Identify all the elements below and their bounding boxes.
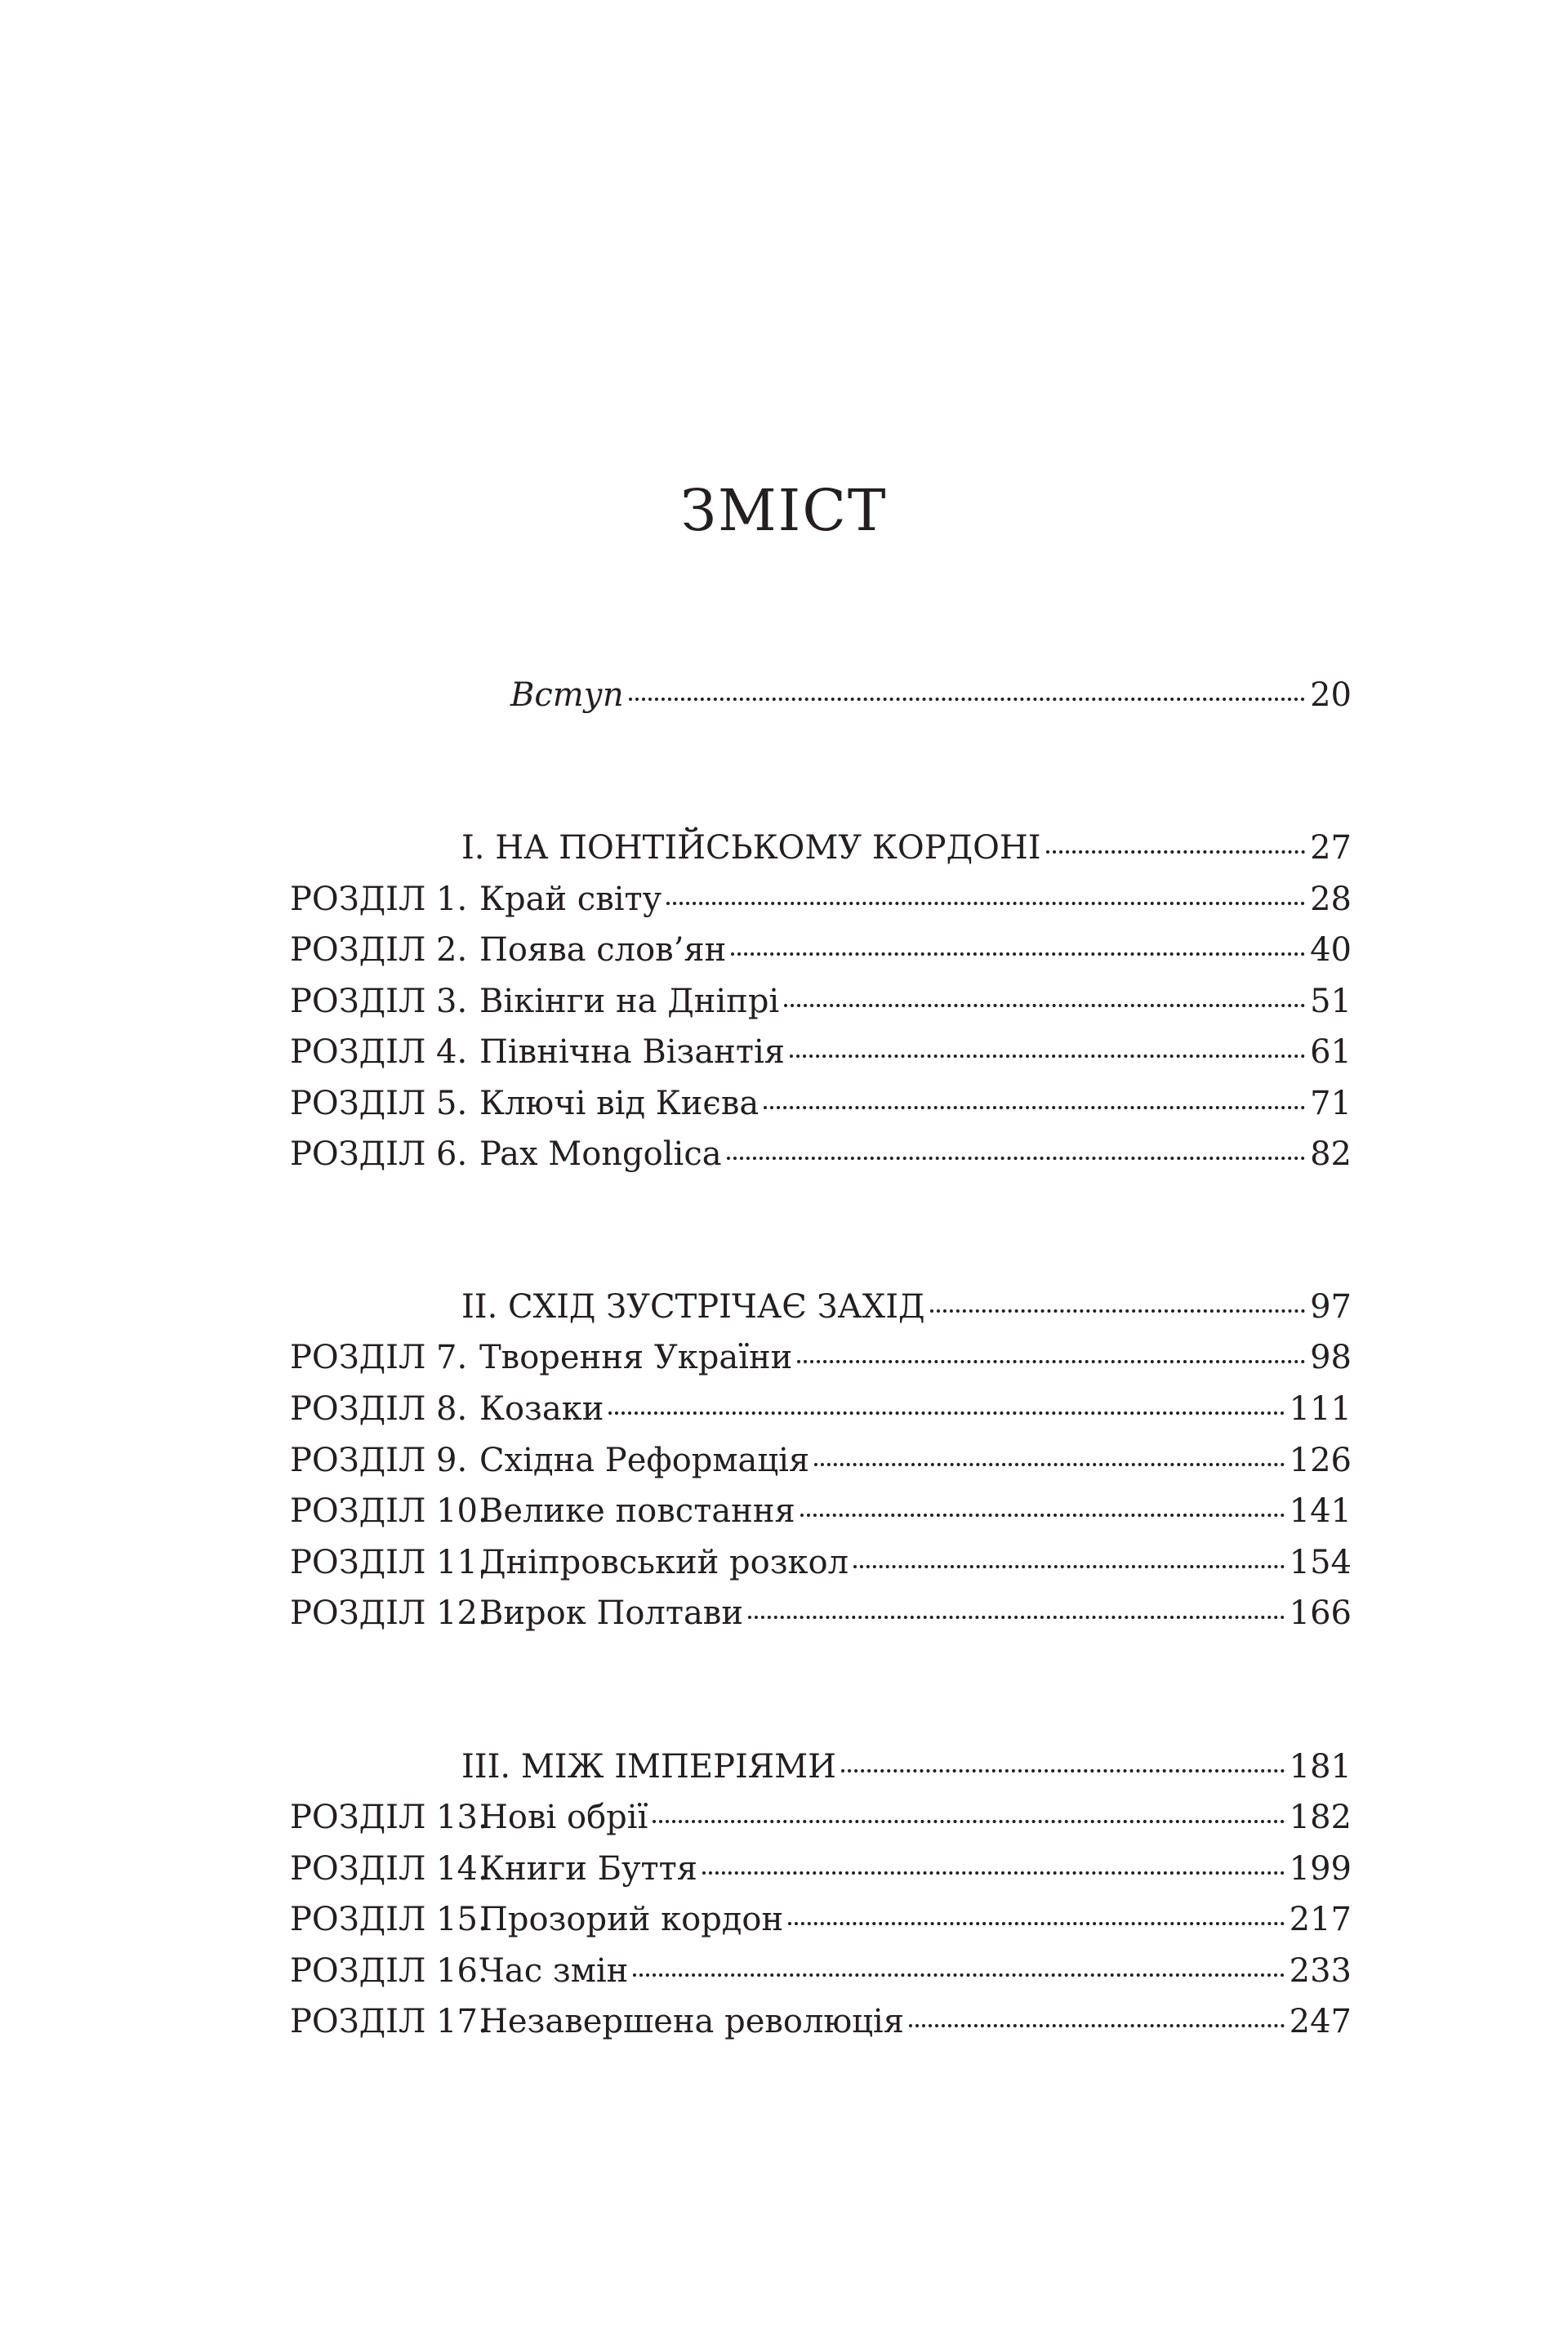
- dot-leader: [629, 698, 1305, 701]
- dot-leader: [800, 1514, 1285, 1517]
- dot-leader: [797, 1360, 1305, 1363]
- chapter-number: РОЗДІЛ 9.: [290, 1442, 468, 1479]
- toc-chapter[interactable]: [290, 1436, 1352, 1485]
- chapter-number: РОЗДІЛ 11.: [290, 1544, 488, 1581]
- dot-leader: [909, 2024, 1285, 2027]
- toc-chapter[interactable]: [290, 1538, 1352, 1587]
- chapter-title: Східна Реформація: [479, 1442, 810, 1479]
- page-number: 154: [1289, 1544, 1352, 1581]
- page-number: 61: [1310, 1033, 1352, 1071]
- toc-chapter[interactable]: [290, 1333, 1352, 1382]
- dot-leader: [731, 952, 1305, 956]
- toc-chapter[interactable]: [290, 1895, 1352, 1944]
- chapter-title: Край світу: [479, 881, 662, 918]
- dot-leader: [653, 1820, 1284, 1823]
- page-number: 233: [1289, 1952, 1352, 1990]
- dot-leader: [788, 1922, 1284, 1925]
- dot-leader: [814, 1463, 1285, 1466]
- page-number: 28: [1310, 881, 1352, 918]
- chapter-number: РОЗДІЛ 14.: [290, 1850, 488, 1888]
- chapter-title: Велике повстання: [479, 1492, 795, 1530]
- toc-chapter[interactable]: [290, 1946, 1352, 1995]
- chapter-title: Дніпровський розкол: [479, 1544, 849, 1581]
- dot-leader: [784, 1004, 1305, 1007]
- chapter-number: РОЗДІЛ 2.: [290, 931, 468, 969]
- page-number: 71: [1310, 1085, 1352, 1122]
- dot-leader: [1046, 850, 1306, 854]
- chapter-number: РОЗДІЛ 16.: [290, 1952, 488, 1990]
- dot-leader: [841, 1769, 1285, 1773]
- dot-leader: [633, 1973, 1284, 1977]
- toc-chapter[interactable]: [290, 1079, 1352, 1128]
- chapter-number: РОЗДІЛ 12.: [290, 1594, 488, 1632]
- chapter-number: РОЗДІЛ 3.: [290, 983, 468, 1020]
- page-number: 141: [1289, 1492, 1352, 1530]
- chapter-number: РОЗДІЛ 8.: [290, 1390, 468, 1428]
- toc-chapter[interactable]: [290, 1385, 1352, 1434]
- chapter-title: Прозорий кордон: [479, 1901, 784, 1938]
- toc-chapter[interactable]: [290, 1793, 1352, 1842]
- part-title: III. МІЖ ІМПЕРІЯМИ: [461, 1748, 836, 1786]
- page-number: 126: [1289, 1442, 1352, 1479]
- chapter-number: РОЗДІЛ 4.: [290, 1033, 468, 1071]
- toc-entry-intro[interactable]: [510, 671, 1352, 720]
- toc-chapter[interactable]: [290, 925, 1352, 974]
- chapter-title: Вікінги на Дніпрі: [479, 983, 780, 1020]
- page-title: ЗМІСТ: [680, 477, 888, 544]
- toc-part-3[interactable]: [461, 1742, 1352, 1791]
- chapter-title: Pax Mongolica: [479, 1135, 722, 1173]
- page-number: 181: [1289, 1748, 1352, 1786]
- toc-chapter[interactable]: [290, 1589, 1352, 1638]
- toc-chapter[interactable]: [290, 1130, 1352, 1179]
- page-number: 247: [1289, 2003, 1352, 2040]
- page-number: 199: [1289, 1850, 1352, 1888]
- toc-part-1[interactable]: [461, 823, 1352, 872]
- dot-leader: [930, 1309, 1306, 1313]
- toc-chapter[interactable]: [290, 1997, 1352, 2046]
- dot-leader: [727, 1157, 1306, 1160]
- page-number: 20: [1310, 676, 1352, 714]
- dot-leader: [748, 1616, 1285, 1619]
- page-number: 166: [1289, 1594, 1352, 1632]
- page-number: 40: [1310, 931, 1352, 969]
- dot-leader: [764, 1106, 1305, 1109]
- chapter-title: Нові обрії: [479, 1799, 648, 1836]
- dot-leader: [666, 902, 1305, 905]
- toc-part-2[interactable]: [461, 1282, 1352, 1331]
- chapter-number: РОЗДІЛ 13.: [290, 1799, 488, 1836]
- part-title: II. СХІД ЗУСТРІЧАЄ ЗАХІД: [461, 1288, 925, 1326]
- chapter-title: Незавершена революція: [479, 2003, 904, 2040]
- chapter-title: Час змін: [479, 1952, 629, 1990]
- toc-chapter[interactable]: [290, 977, 1352, 1026]
- toc-chapter[interactable]: [290, 1028, 1352, 1077]
- chapter-number: РОЗДІЛ 6.: [290, 1135, 468, 1173]
- chapter-title: Поява слов’ян: [479, 931, 727, 969]
- chapter-title: Вирок Полтави: [479, 1594, 743, 1632]
- page-number: 51: [1310, 983, 1352, 1020]
- chapter-title: Північна Візантія: [479, 1033, 785, 1071]
- page-number: 27: [1310, 829, 1352, 867]
- toc-chapter[interactable]: [290, 1487, 1352, 1536]
- dot-leader: [790, 1055, 1305, 1058]
- chapter-title: Ключі від Києва: [479, 1085, 760, 1122]
- dot-leader: [702, 1871, 1285, 1875]
- page-number: 97: [1310, 1288, 1352, 1326]
- chapter-title: Козаки: [479, 1390, 604, 1428]
- chapter-number: РОЗДІЛ 7.: [290, 1339, 468, 1376]
- toc-chapter[interactable]: [290, 875, 1352, 924]
- chapter-number: РОЗДІЛ 1.: [290, 881, 468, 918]
- page-number: 217: [1289, 1901, 1352, 1938]
- part-title: I. НА ПОНТІЙСЬКОМУ КОРДОНІ: [461, 829, 1041, 867]
- chapter-title: Творення України: [479, 1339, 793, 1376]
- page-number: 182: [1289, 1799, 1352, 1836]
- page-number: 82: [1310, 1135, 1352, 1173]
- chapter-number: РОЗДІЛ 10.: [290, 1492, 488, 1530]
- chapter-title: Книги Буття: [479, 1850, 698, 1888]
- page-number: 98: [1310, 1339, 1352, 1376]
- chapter-number: РОЗДІЛ 17.: [290, 2003, 488, 2040]
- chapter-number: РОЗДІЛ 5.: [290, 1085, 468, 1122]
- toc-chapter[interactable]: [290, 1844, 1352, 1893]
- intro-title: Вступ: [510, 676, 624, 714]
- chapter-number: РОЗДІЛ 15.: [290, 1901, 488, 1938]
- dot-leader: [608, 1411, 1284, 1415]
- page-number: 111: [1289, 1390, 1352, 1428]
- dot-leader: [853, 1565, 1285, 1568]
